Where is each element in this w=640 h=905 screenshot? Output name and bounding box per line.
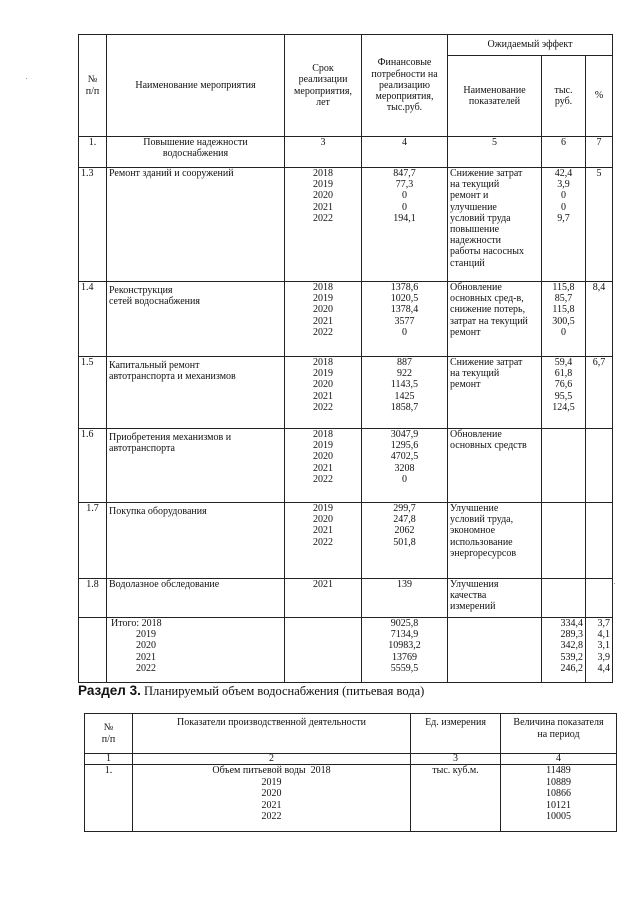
col-number: 3 [285, 137, 362, 168]
row-num: 1.5 [79, 357, 107, 429]
header-indicators: Показатели производственной деятельности [133, 714, 411, 754]
total-num [79, 618, 107, 683]
row-finance: 299,7 247,8 2062 501,8 [362, 503, 448, 579]
col-number: 1. [79, 137, 107, 168]
row-percent: 8,4 [586, 282, 613, 357]
header-name: Наименование мероприятия [107, 35, 285, 137]
row-percent [586, 503, 613, 579]
section-label: Раздел 3. [78, 683, 141, 698]
col-number: 4 [362, 137, 448, 168]
row-name: Реконструкция сетей водоснабжения [107, 282, 285, 357]
total-indicator [448, 618, 542, 683]
total-finance: 9025,8 7134,9 10983,2 13769 5559,5 [362, 618, 448, 683]
col-number: Повышение надежности водоснабжения [107, 137, 285, 168]
row-num: 1.6 [79, 429, 107, 503]
col-number: 2 [133, 754, 411, 765]
row-thousand-rub: 115,8 85,7 115,8 300,5 0 [542, 282, 586, 357]
row-percent: 5 [586, 168, 613, 282]
row-percent: 6,7 [586, 357, 613, 429]
col-number: 6 [542, 137, 586, 168]
row-indicator: Улучшение условий труда, экономное использование энергоресурсов [448, 503, 542, 579]
col-number: 5 [448, 137, 542, 168]
header-period: Срок реализации мероприятия, лет [285, 35, 362, 137]
row-finance: 847,7 77,3 0 0 194,1 [362, 168, 448, 282]
row-thousand-rub [542, 503, 586, 579]
activities-table [78, 34, 612, 674]
col-number: 1 [85, 754, 133, 765]
header-value: Величина показателя на период [501, 714, 617, 754]
total-thousand-rub: 334,4 289,3 342,8 539,2 246,2 [542, 618, 586, 683]
row-finance: 1378,6 1020,5 1378,4 3577 0 [362, 282, 448, 357]
table-row [85, 765, 617, 832]
col-number: 3 [411, 754, 501, 765]
row-name: Водолазное обследование [107, 579, 285, 618]
scan-dot [26, 78, 27, 79]
col-number: 7 [586, 137, 613, 168]
row-name: Покупка оборудования [107, 503, 285, 579]
row-name: Капитальный ремонт автотранспорта и механизмов [107, 357, 285, 429]
row-finance: 3047,9 1295,6 4702,5 3208 0 [362, 429, 448, 503]
table-row [79, 168, 613, 282]
row-label: Объем питьевой воды 2018 2019 2020 2021 2022 [133, 765, 411, 832]
total-row [79, 618, 613, 683]
table-row [79, 282, 613, 357]
table-row [79, 429, 613, 503]
row-thousand-rub: 59,4 61,8 76,6 95,5 124,5 [542, 357, 586, 429]
total-label: Итого: 2018 2019 2020 2021 2022 [107, 618, 285, 683]
header-thousand-rub: тыс. руб. [542, 56, 586, 137]
row-thousand-rub: 42,4 3,9 0 0 9,7 [542, 168, 586, 282]
row-indicator: Снижение затрат на текущий ремонт и улучшение условий труда повышение надежности работы насосных станций [448, 168, 542, 282]
header-percent: % [586, 56, 613, 137]
header-num: № п/п [85, 714, 133, 754]
row-years: 2019 2020 2021 2022 [285, 503, 362, 579]
section-title [78, 683, 424, 699]
row-name: Приобретения механизмов и автотранспорта [107, 429, 285, 503]
header-finance: Финансовые потребности на реализацию мероприятия, тыс.руб. [362, 35, 448, 137]
total-percent: 3,7 4,1 3,1 3,9 4,4 [586, 618, 613, 683]
row-finance: 139 [362, 579, 448, 618]
row-thousand-rub [542, 579, 586, 618]
row-years: 2018 2019 2020 2021 2022 [285, 282, 362, 357]
row-num: 1.3 [79, 168, 107, 282]
row-years: 2018 2019 2020 2021 2022 [285, 168, 362, 282]
row-values: 11489 10889 10866 10121 10005 [501, 765, 617, 832]
row-thousand-rub [542, 429, 586, 503]
row-num: 1.4 [79, 282, 107, 357]
row-num: 1.7 [79, 503, 107, 579]
scan-dot [614, 583, 615, 584]
row-years: 2021 [285, 579, 362, 618]
row-years: 2018 2019 2020 2021 2022 [285, 357, 362, 429]
water-volume-table [84, 713, 616, 830]
row-name: Ремонт зданий и сооружений [107, 168, 285, 282]
row-num: 1.8 [79, 579, 107, 618]
col-number: 4 [501, 754, 617, 765]
row-unit: тыс. куб.м. [411, 765, 501, 832]
row-finance: 887 922 1143,5 1425 1858,7 [362, 357, 448, 429]
row-num: 1. [85, 765, 133, 832]
row-indicator: Улучшения качества измерений [448, 579, 542, 618]
header-num: № п/п [79, 35, 107, 137]
header-unit: Ед. измерения [411, 714, 501, 754]
header-effect: Ожидаемый эффект [448, 35, 613, 56]
row-percent [586, 579, 613, 618]
header-indicator: Наименование показателей [448, 56, 542, 137]
row-percent [586, 429, 613, 503]
section-heading: Планируемый объем водоснабжения (питьевая вода) [144, 684, 425, 698]
table-row [79, 503, 613, 579]
table-row [79, 357, 613, 429]
row-indicator: Обновление основных сред-в, снижение потерь, затрат на текущий ремонт [448, 282, 542, 357]
table-row [79, 579, 613, 618]
row-indicator: Обновление основных средств [448, 429, 542, 503]
total-years [285, 618, 362, 683]
row-indicator: Снижение затрат на текущий ремонт [448, 357, 542, 429]
row-years: 2018 2019 2020 2021 2022 [285, 429, 362, 503]
